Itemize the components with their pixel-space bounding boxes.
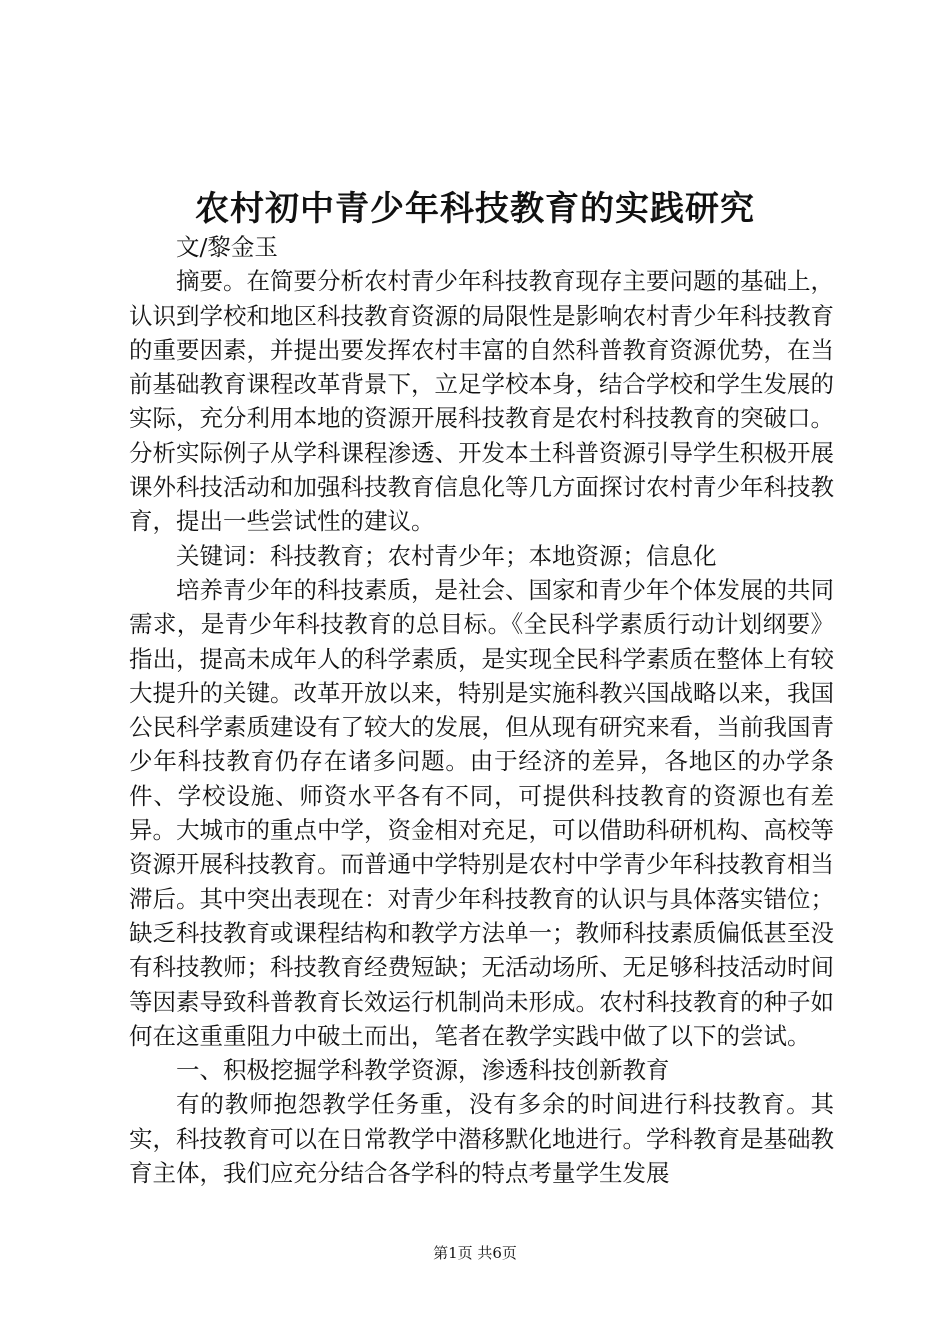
author-line: 文/黎金玉 xyxy=(176,233,278,261)
section-heading: 一、积极挖掘学科教学资源，渗透科技创新教育 xyxy=(176,1056,670,1085)
keywords-line: 关键词：科技教育；农村青少年；本地资源；信息化 xyxy=(176,541,717,570)
abstract-paragraph: 摘要。在简要分析农村青少年科技教育现存主要问题的基础上，认识到学校和地区科技教育资源的局限性是影响农村青少年科技教育的重要因素，并提出要发挥农村丰富的自然科普教育资源优势，在当前基础教育课程改革背景下，立足学校本身，结合学校和学生发展的实际，充分利用本地的资源开展科技教育是农村科技教育的突破口。分析实际例子从学科课程渗透、开发本土科普资源引导学生积极开展课外科技活动和加强科技教育信息化等几方面探讨农村青少年科技教育，提出一些尝试性的建议。 xyxy=(129,267,834,536)
body-paragraph: 培养青少年的科技素质，是社会、国家和青少年个体发展的共同需求，是青少年科技教育的总目标。《全民科学素质行动计划纲要》指出，提高未成年人的科学素质，是实现全民科学素质在整体上有较大提升的关键。改革开放以来，特别是实施科教兴国战略以来，我国公民科学素质建设有了较大的发展，但从现有研究来看，当前我国青少年科技教育仍存在诸多问题。由于经济的差异，各地区的办学条件、学校设施、师资水平各有不同，可提供科技教育的资源也有差异。大城市的重点中学，资金相对充足，可以借助科研机构、高校等资源开展科技教育。而普通中学特别是农村中学青少年科技教育相当滞后。其中突出表现在：对青少年科技教育的认识与具体落实错位；缺乏科技教育或课程结构和教学方法单一；教师科技素质偏低甚至没有科技教师；科技教育经费短缺；无活动场所、无足够科技活动时间等因素导致科普教育长效运行机制尚未形成。农村科技教育的种子如何在这重重阻力中破土而出，笔者在教学实践中做了以下的尝试。 xyxy=(129,575,834,1050)
body-paragraph: 有的教师抱怨教学任务重，没有多余的时间进行科技教育。其实，科技教育可以在日常教学中潜移默化地进行。学科教育是基础教育主体，我们应充分结合各学科的特点考量学生发展 xyxy=(129,1090,834,1188)
document-title: 农村初中青少年科技教育的实践研究 xyxy=(195,189,755,229)
page-footer: 第1页 共6页 xyxy=(433,1244,517,1262)
document-body xyxy=(129,230,834,1190)
